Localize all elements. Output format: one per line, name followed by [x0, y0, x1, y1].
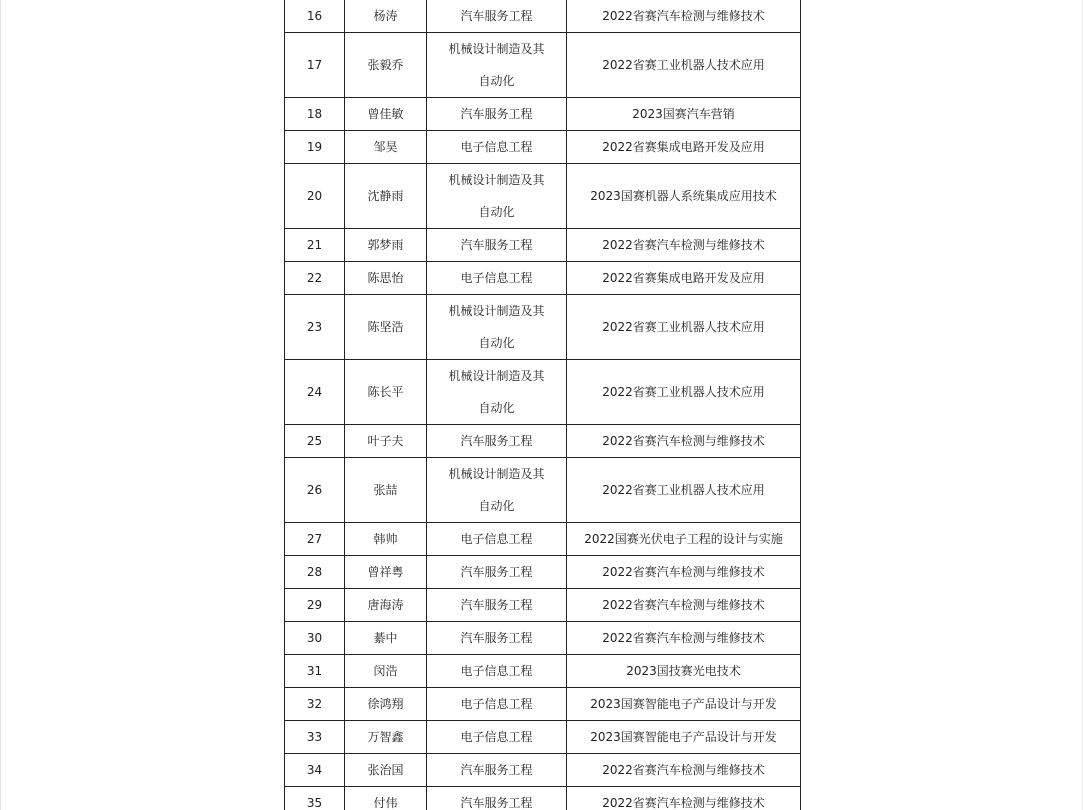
competition-cell: [567, 131, 801, 164]
row-number-text: 31: [306, 664, 323, 678]
major-text: 汽车服务工程: [460, 9, 533, 23]
major-cell: [427, 33, 567, 98]
major-text: 电子信息工程: [460, 697, 533, 711]
row-number-cell: [285, 33, 345, 98]
row-number-cell: [285, 295, 345, 360]
competition-cell: [567, 425, 801, 458]
competition-cell: [567, 0, 801, 33]
major-text: 汽车服务工程: [460, 598, 533, 612]
competition-text: 2022省赛集成电路开发及应用: [602, 140, 765, 154]
major-text: 汽车服务工程: [460, 796, 533, 810]
competition-cell: [567, 33, 801, 98]
row-number-cell: [285, 229, 345, 262]
major-text: 机械设计制造及其自动化: [448, 369, 545, 415]
competition-text: 2023国赛智能电子产品设计与开发: [590, 697, 777, 711]
competition-cell: [567, 229, 801, 262]
student-name-cell: [345, 360, 427, 425]
major-cell: [427, 721, 567, 754]
major-cell: [427, 754, 567, 787]
major-cell: [427, 655, 567, 688]
student-name-text: 陈思怡: [367, 271, 404, 285]
row-number-cell: [285, 458, 345, 523]
row-number-cell: [285, 0, 345, 33]
competition-cell: [567, 523, 801, 556]
major-text: 汽车服务工程: [460, 565, 533, 579]
competition-text: 2022省赛工业机器人技术应用: [602, 483, 765, 497]
row-number-cell: [285, 622, 345, 655]
major-text: 汽车服务工程: [460, 763, 533, 777]
row-number-cell: [285, 787, 345, 810]
student-name-cell: [345, 33, 427, 98]
major-cell: [427, 622, 567, 655]
major-cell: [427, 262, 567, 295]
major-cell: [427, 523, 567, 556]
student-name-text: 杨涛: [373, 9, 398, 23]
table-row: [285, 523, 801, 556]
competition-text: 2023国技赛光电技术: [626, 664, 741, 678]
student-name-cell: [345, 164, 427, 229]
table-row: [285, 655, 801, 688]
row-number-text: 25: [306, 434, 323, 448]
major-text: 汽车服务工程: [460, 107, 533, 121]
competition-cell: [567, 556, 801, 589]
row-number-cell: [285, 754, 345, 787]
student-name-text: 曾祥粤: [367, 565, 404, 579]
major-cell: [427, 229, 567, 262]
row-number-cell: [285, 164, 345, 229]
table-row: [285, 425, 801, 458]
row-number-text: 29: [306, 598, 323, 612]
major-cell: [427, 589, 567, 622]
student-name-text: 万智鑫: [367, 730, 404, 744]
student-name-text: 綦中: [373, 631, 398, 645]
major-text: 电子信息工程: [460, 140, 533, 154]
competition-text: 2022省赛汽车检测与维修技术: [602, 598, 765, 612]
row-number-text: 23: [306, 320, 323, 334]
competition-text: 2022省赛汽车检测与维修技术: [602, 763, 765, 777]
row-number-cell: [285, 556, 345, 589]
competition-text: 2022省赛工业机器人技术应用: [602, 58, 765, 72]
row-number-text: 17: [306, 58, 323, 72]
student-name-text: 闵浩: [373, 664, 398, 678]
row-number-text: 16: [306, 9, 323, 23]
table-row: [285, 98, 801, 131]
competition-cell: [567, 754, 801, 787]
row-number-cell: [285, 589, 345, 622]
competition-cell: [567, 295, 801, 360]
table-row: [285, 164, 801, 229]
major-cell: [427, 688, 567, 721]
student-name-cell: [345, 622, 427, 655]
student-name-cell: [345, 787, 427, 810]
major-text: 机械设计制造及其自动化: [448, 467, 545, 513]
major-text: 电子信息工程: [460, 730, 533, 744]
student-name-cell: [345, 131, 427, 164]
row-number-text: 19: [306, 140, 323, 154]
competition-cell: [567, 164, 801, 229]
major-text: 机械设计制造及其自动化: [448, 42, 545, 88]
table-row: [285, 754, 801, 787]
row-number-text: 28: [306, 565, 323, 579]
table-row: [285, 262, 801, 295]
major-cell: [427, 787, 567, 810]
student-name-text: 张治国: [367, 763, 404, 777]
major-text: 机械设计制造及其自动化: [448, 304, 545, 350]
competition-text: 2022省赛汽车检测与维修技术: [602, 9, 765, 23]
table-row: [285, 556, 801, 589]
competition-text: 2022省赛汽车检测与维修技术: [602, 238, 765, 252]
student-name-cell: [345, 589, 427, 622]
major-text: 汽车服务工程: [460, 631, 533, 645]
competition-cell: [567, 458, 801, 523]
row-number-text: 24: [306, 385, 323, 399]
table-row: [285, 295, 801, 360]
major-text: 电子信息工程: [460, 664, 533, 678]
competition-text: 2022省赛工业机器人技术应用: [602, 385, 765, 399]
table-row: [285, 229, 801, 262]
competition-text: 2023国赛汽车营销: [632, 107, 735, 121]
row-number-text: 20: [306, 189, 323, 203]
competition-text: 2022国赛光伏电子工程的设计与实施: [584, 532, 783, 546]
student-name-text: 沈静雨: [367, 189, 404, 203]
student-name-cell: [345, 688, 427, 721]
awards-table-body: [285, 0, 801, 810]
row-number-cell: [285, 523, 345, 556]
competition-text: 2023国赛智能电子产品设计与开发: [590, 730, 777, 744]
row-number-cell: [285, 360, 345, 425]
competition-cell: [567, 688, 801, 721]
student-name-text: 付伟: [373, 796, 398, 810]
row-number-text: 34: [306, 763, 323, 777]
competition-text: 2022省赛汽车检测与维修技术: [602, 565, 765, 579]
student-name-text: 曾佳敏: [367, 107, 404, 121]
competition-cell: [567, 721, 801, 754]
major-cell: [427, 458, 567, 523]
competition-text: 2023国赛机器人系统集成应用技术: [590, 189, 777, 203]
student-name-text: 唐海涛: [367, 598, 404, 612]
row-number-text: 30: [306, 631, 323, 645]
student-name-text: 张毅乔: [367, 58, 404, 72]
major-cell: [427, 164, 567, 229]
competition-cell: [567, 622, 801, 655]
student-name-text: 徐鸿翔: [367, 697, 404, 711]
competition-cell: [567, 262, 801, 295]
row-number-text: 18: [306, 107, 323, 121]
student-name-cell: [345, 655, 427, 688]
row-number-text: 35: [306, 796, 323, 810]
competition-cell: [567, 98, 801, 131]
page-edge-left: [0, 0, 1, 810]
competition-text: 2022省赛汽车检测与维修技术: [602, 434, 765, 448]
row-number-cell: [285, 425, 345, 458]
row-number-text: 27: [306, 532, 323, 546]
major-cell: [427, 295, 567, 360]
table-row: [285, 688, 801, 721]
major-cell: [427, 360, 567, 425]
competition-text: 2022省赛集成电路开发及应用: [602, 271, 765, 285]
competition-cell: [567, 589, 801, 622]
row-number-text: 33: [306, 730, 323, 744]
major-text: 电子信息工程: [460, 532, 533, 546]
student-name-text: 陈坚浩: [367, 320, 404, 334]
table-row: [285, 589, 801, 622]
student-name-cell: [345, 0, 427, 33]
awards-table: [284, 0, 801, 810]
major-text: 电子信息工程: [460, 271, 533, 285]
competition-text: 2022省赛汽车检测与维修技术: [602, 796, 765, 810]
student-name-text: 郭梦雨: [367, 238, 404, 252]
competition-cell: [567, 360, 801, 425]
row-number-cell: [285, 655, 345, 688]
student-name-text: 邹昊: [373, 140, 398, 154]
major-text: 汽车服务工程: [460, 434, 533, 448]
table-row: [285, 458, 801, 523]
student-name-cell: [345, 458, 427, 523]
student-name-cell: [345, 98, 427, 131]
student-name-cell: [345, 721, 427, 754]
competition-cell: [567, 787, 801, 810]
table-row: [285, 787, 801, 810]
table-row: [285, 33, 801, 98]
row-number-text: 22: [306, 271, 323, 285]
row-number-cell: [285, 721, 345, 754]
student-name-text: 叶子夫: [367, 434, 404, 448]
student-name-cell: [345, 295, 427, 360]
student-name-cell: [345, 523, 427, 556]
major-cell: [427, 556, 567, 589]
row-number-text: 21: [306, 238, 323, 252]
table-row: [285, 0, 801, 33]
major-cell: [427, 0, 567, 33]
student-name-cell: [345, 425, 427, 458]
major-cell: [427, 425, 567, 458]
row-number-cell: [285, 98, 345, 131]
competition-text: 2022省赛工业机器人技术应用: [602, 320, 765, 334]
table-row: [285, 360, 801, 425]
student-name-text: 张喆: [373, 483, 398, 497]
student-name-cell: [345, 556, 427, 589]
row-number-text: 32: [306, 697, 323, 711]
row-number-cell: [285, 262, 345, 295]
row-number-text: 26: [306, 483, 323, 497]
student-name-cell: [345, 754, 427, 787]
student-name-text: 陈长平: [367, 385, 404, 399]
competition-text: 2022省赛汽车检测与维修技术: [602, 631, 765, 645]
table-row: [285, 721, 801, 754]
major-cell: [427, 98, 567, 131]
major-text: 机械设计制造及其自动化: [448, 173, 545, 219]
table-row: [285, 622, 801, 655]
major-cell: [427, 131, 567, 164]
competition-cell: [567, 655, 801, 688]
student-name-cell: [345, 229, 427, 262]
major-text: 汽车服务工程: [460, 238, 533, 252]
row-number-cell: [285, 131, 345, 164]
student-name-cell: [345, 262, 427, 295]
table-row: [285, 131, 801, 164]
row-number-cell: [285, 688, 345, 721]
student-name-text: 韩帅: [373, 532, 398, 546]
